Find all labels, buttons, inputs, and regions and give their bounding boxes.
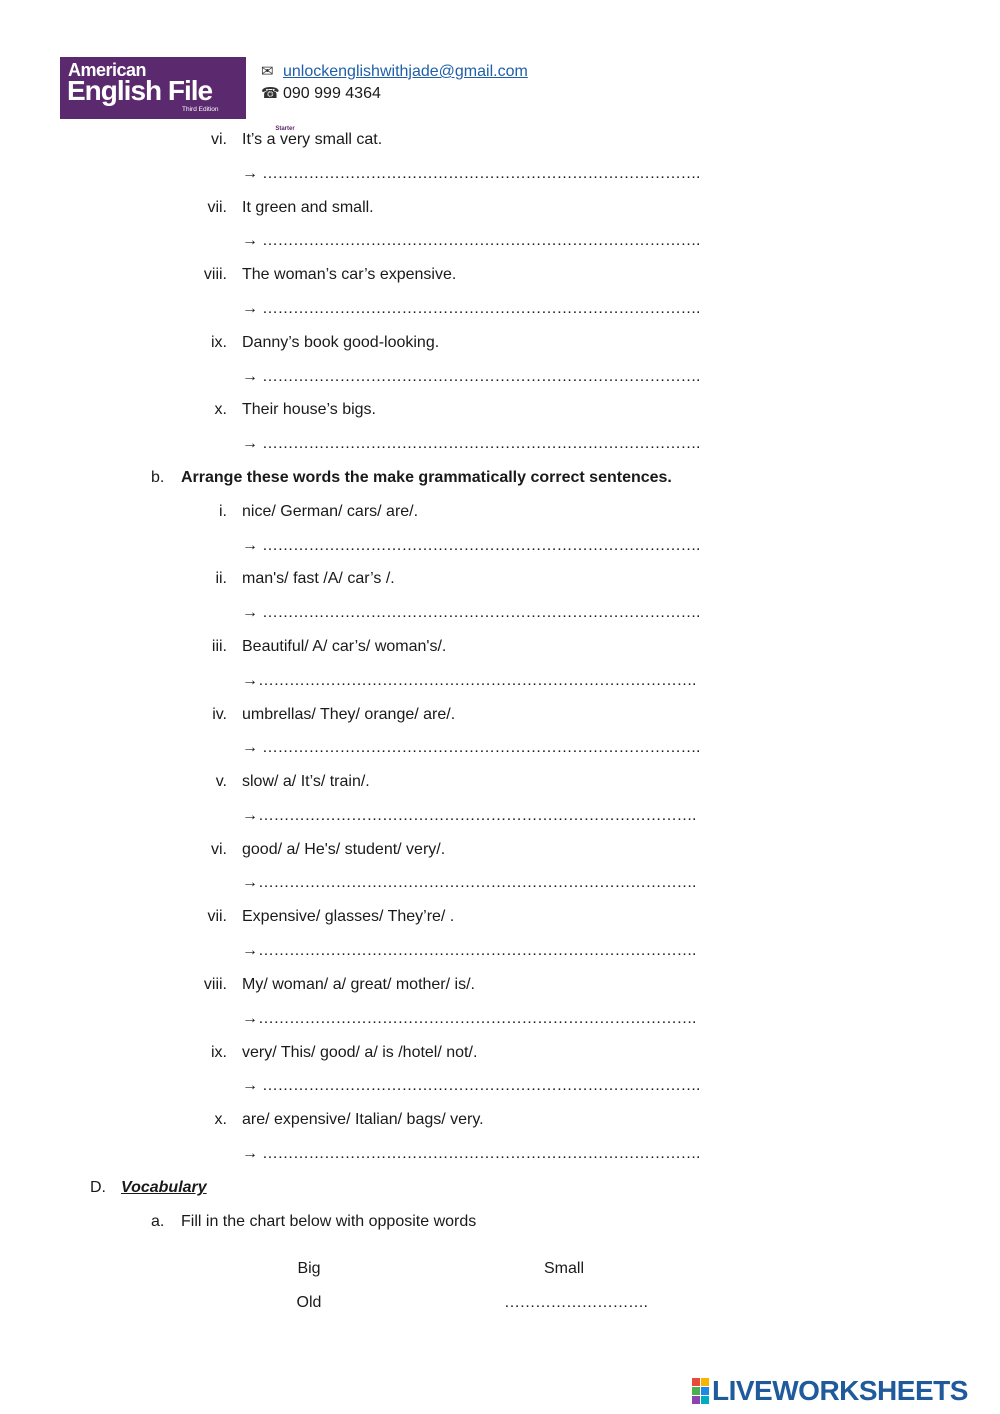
item-number: viii.	[203, 976, 227, 993]
liveworksheets-wordmark: LIVEWORKSHEETS	[712, 1375, 968, 1406]
arrow-icon: →	[242, 537, 258, 554]
american-english-file-logo	[60, 57, 295, 132]
arrow-icon: →	[242, 807, 258, 824]
item-text: Their house’s bigs.	[242, 401, 376, 418]
answer-line[interactable]: → ………………………………………………………………………….	[242, 1077, 700, 1094]
answer-line[interactable]: → ………………………………………………………………………….	[242, 300, 700, 317]
item-text: are/ expensive/ Italian/ bags/ very.	[242, 1111, 484, 1128]
item-number: iii.	[211, 638, 227, 655]
logo-line2: English File	[67, 75, 213, 106]
chart-word-left: Old	[296, 1294, 322, 1311]
item-text: It’s a very small cat.	[242, 131, 383, 148]
item-text: good/ a/ He's/ student/ very/.	[242, 841, 446, 858]
liveworksheets-logo	[692, 1376, 968, 1406]
item-number: iv.	[212, 706, 227, 723]
item-text: man's/ fast /A/ car’s /.	[242, 570, 395, 587]
item-text: My/ woman/ a/ great/ mother/ is/.	[242, 976, 475, 993]
section-b-letter: b.	[151, 469, 165, 486]
answer-line[interactable]: →………………………………………………………………………….	[242, 1010, 696, 1027]
answer-line[interactable]: →………………………………………………………………………….	[242, 942, 696, 959]
answer-line[interactable]: → ………………………………………………………………………….	[242, 1145, 700, 1162]
chart-answer-blank[interactable]: ……………………….	[504, 1294, 648, 1311]
item-number: x.	[214, 1111, 227, 1128]
email-row	[261, 62, 528, 82]
arrow-icon: →	[242, 368, 258, 385]
arrow-icon: →	[242, 672, 258, 689]
item-number: vi.	[211, 841, 227, 858]
phone-icon: ☎	[261, 85, 280, 102]
section-d-letter: D.	[90, 1179, 106, 1196]
arrow-icon: →	[242, 165, 258, 182]
item-text: very/ This/ good/ a/ is /hotel/ not/.	[242, 1044, 478, 1061]
item-number: ix.	[211, 1044, 227, 1061]
answer-line[interactable]: → ………………………………………………………………………….	[242, 537, 700, 554]
item-text: Beautiful/ A/ car’s/ woman's/.	[242, 638, 447, 655]
section-d-sub-title: Fill in the chart below with opposite words	[181, 1213, 477, 1230]
answer-line[interactable]: → ………………………………………………………………………….	[242, 165, 700, 182]
item-number: vii.	[207, 908, 227, 925]
arrow-icon: →	[242, 232, 258, 249]
item-number: vi.	[211, 131, 227, 148]
answer-line[interactable]: → ………………………………………………………………………….	[242, 435, 700, 452]
arrow-icon: →	[242, 942, 258, 959]
envelope-icon: ✉	[261, 63, 274, 80]
answer-line[interactable]: → ………………………………………………………………………….	[242, 604, 700, 621]
answer-line[interactable]: → ………………………………………………………………………….	[242, 368, 700, 385]
email-link[interactable]: unlockenglishwithjade@gmail.com	[283, 63, 528, 80]
arrow-icon: →	[242, 739, 258, 756]
section-d-title: Vocabulary	[121, 1179, 207, 1196]
chart-word-left: Big	[297, 1260, 321, 1277]
item-text: Expensive/ glasses/ They’re/ .	[242, 908, 455, 925]
item-number: i.	[219, 503, 227, 520]
arrow-icon: →	[242, 1145, 258, 1162]
item-text: Danny’s book good-looking.	[242, 334, 440, 351]
item-number: v.	[215, 773, 227, 790]
item-number: viii.	[203, 266, 227, 283]
logo-badge: Starter	[273, 117, 297, 141]
arrow-icon: →	[242, 1010, 258, 1027]
arrow-icon: →	[242, 874, 258, 891]
liveworksheets-grid-icon	[692, 1378, 709, 1404]
arrow-icon: →	[242, 435, 258, 452]
section-b-title: Arrange these words the make grammatically correct sentences.	[181, 469, 672, 486]
item-number: ix.	[211, 334, 227, 351]
item-number: x.	[214, 401, 227, 418]
item-text: The woman’s car’s expensive.	[242, 266, 457, 283]
answer-line[interactable]: → ………………………………………………………………………….	[242, 739, 700, 756]
phone-number: 090 999 4364	[283, 85, 381, 102]
logo-line1: American	[68, 60, 147, 80]
item-text: nice/ German/ cars/ are/.	[242, 503, 419, 520]
logo-line3: Third Edition	[182, 106, 219, 113]
item-number: ii.	[215, 570, 227, 587]
phone-row	[261, 84, 381, 104]
answer-line[interactable]: →………………………………………………………………………….	[242, 874, 696, 891]
arrow-icon: →	[242, 604, 258, 621]
arrow-icon: →	[242, 1077, 258, 1094]
answer-line[interactable]: →………………………………………………………………………….	[242, 807, 696, 824]
item-text: slow/ a/ It’s/ train/.	[242, 773, 370, 790]
item-text: umbrellas/ They/ orange/ are/.	[242, 706, 456, 723]
item-text: It green and small.	[242, 199, 374, 216]
answer-line[interactable]: → ………………………………………………………………………….	[242, 232, 700, 249]
arrow-icon: →	[242, 300, 258, 317]
chart-word-right: Small	[543, 1260, 584, 1277]
answer-line[interactable]: →………………………………………………………………………….	[242, 672, 696, 689]
item-number: vii.	[207, 199, 227, 216]
section-d-sub-letter: a.	[151, 1213, 165, 1230]
